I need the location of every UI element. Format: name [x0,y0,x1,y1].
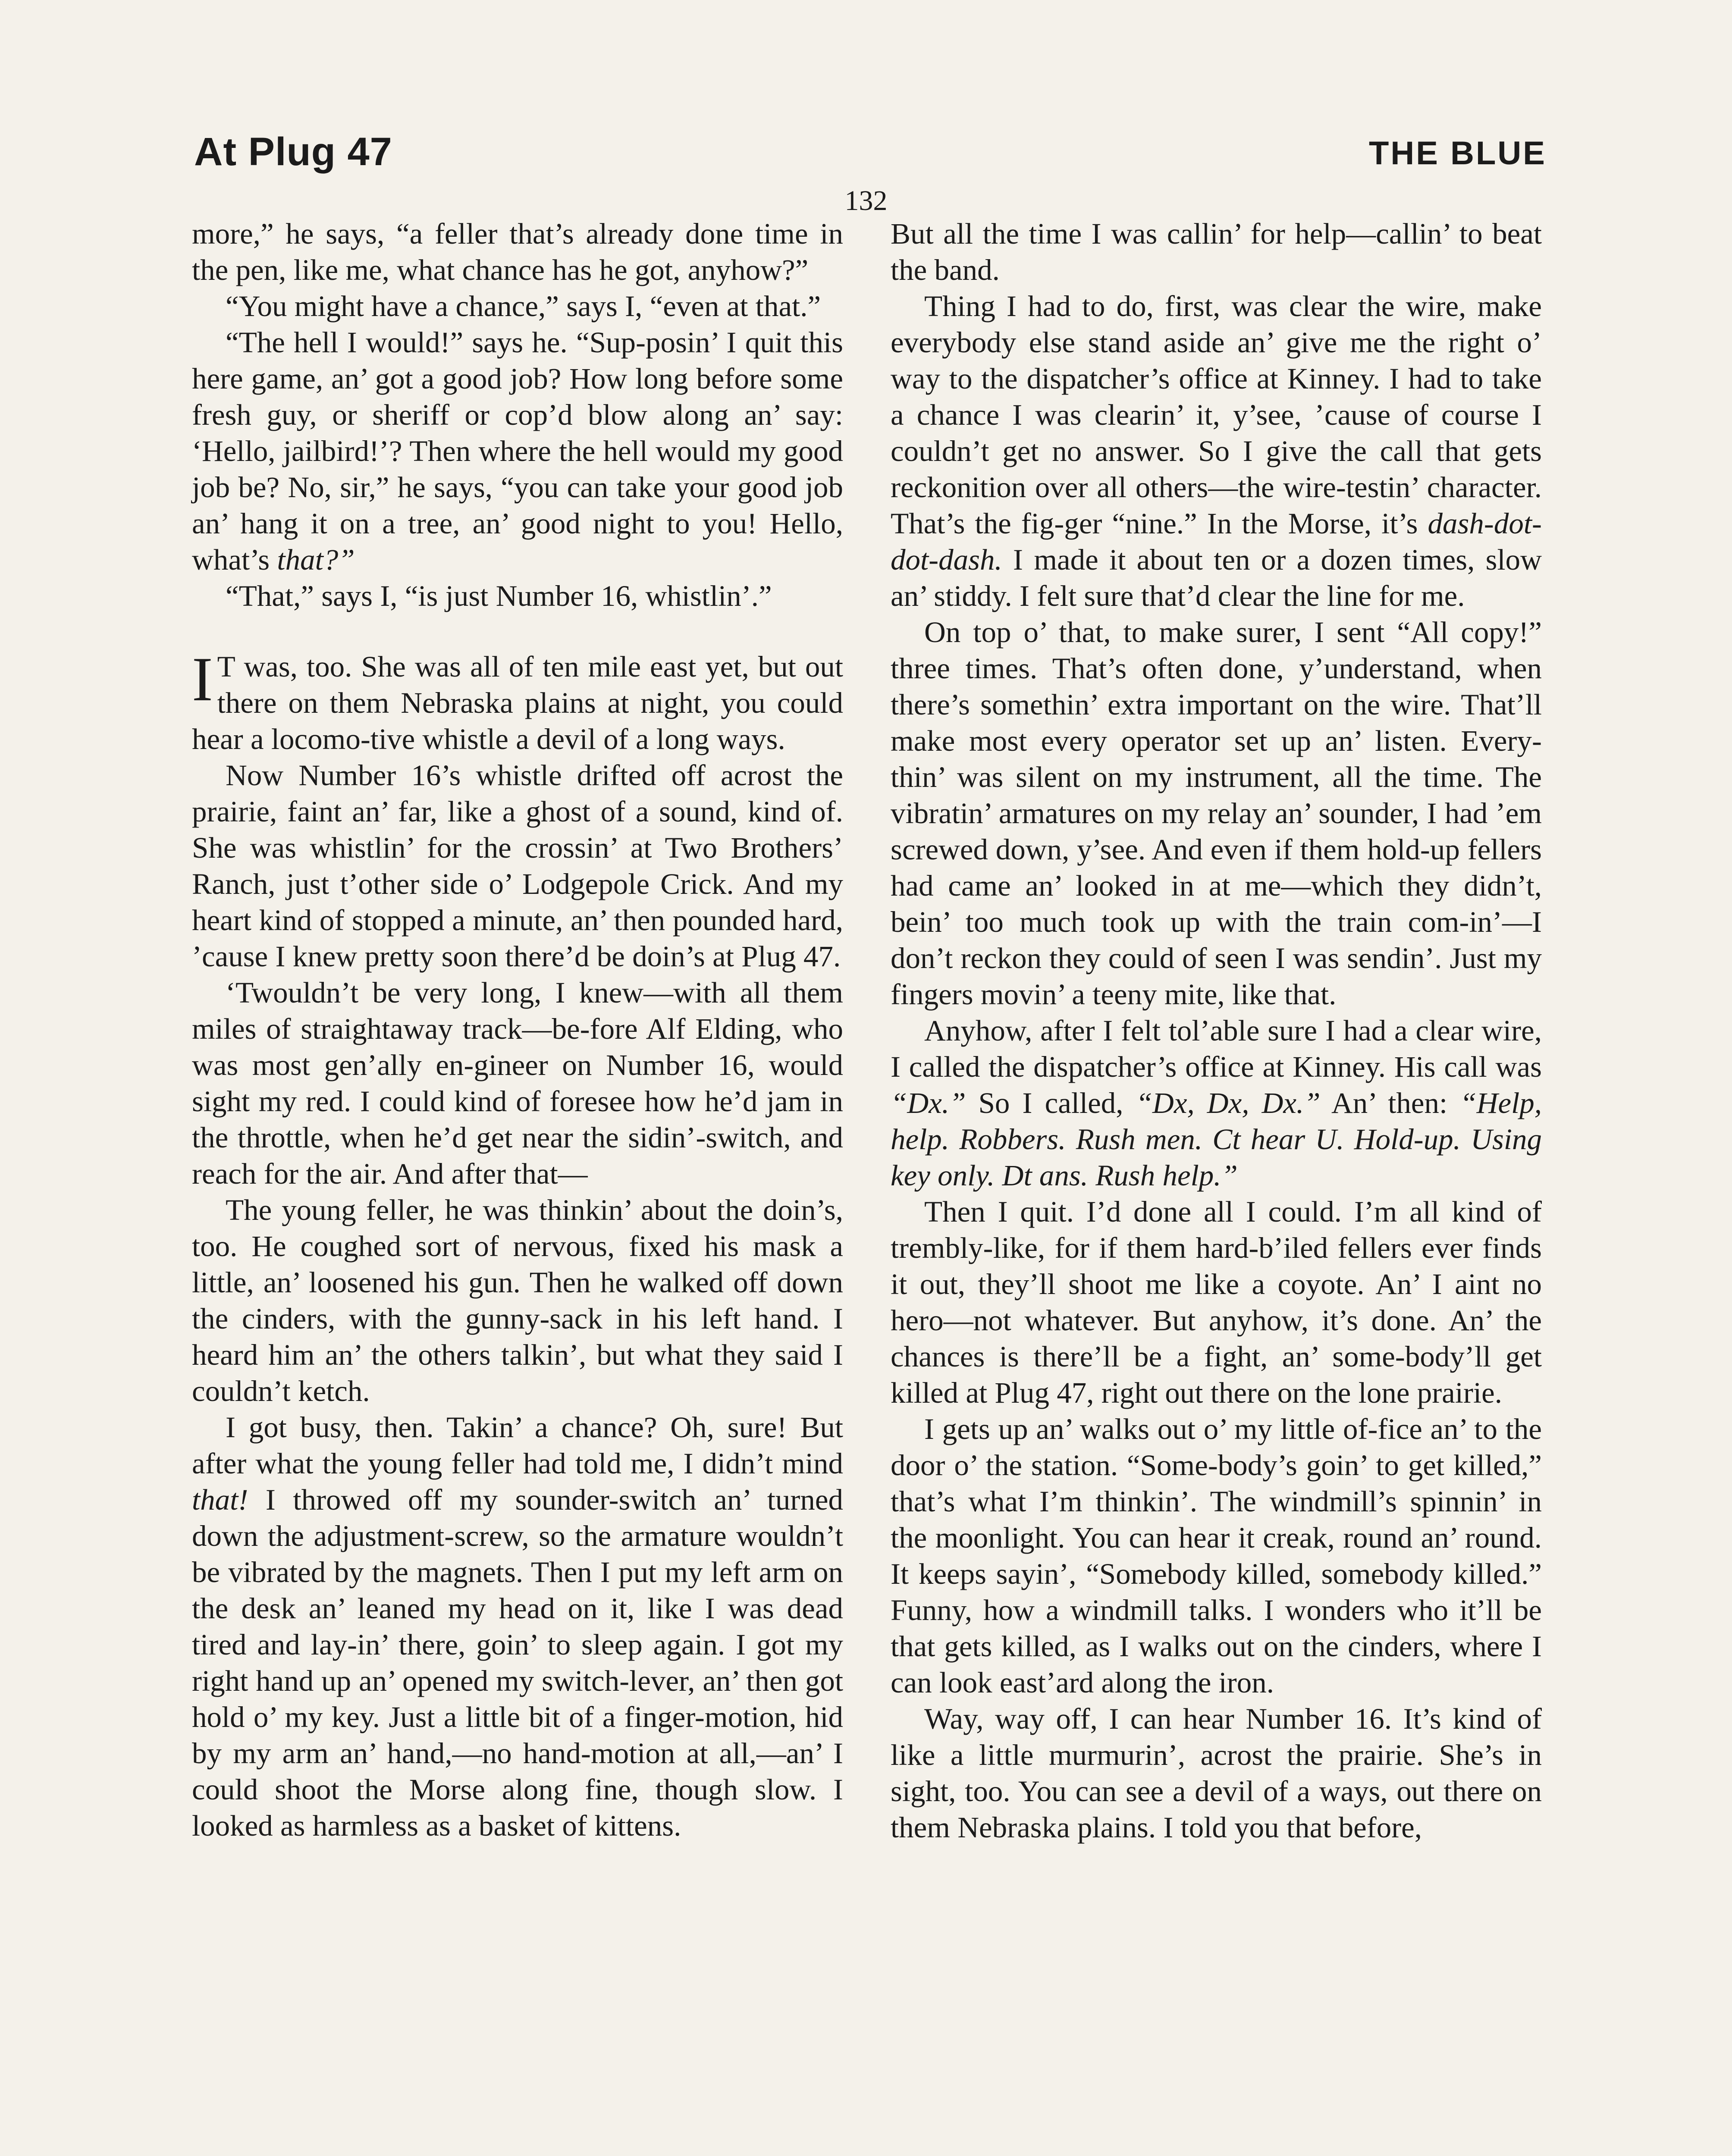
paragraph [891,216,1542,288]
section-start-paragraph [192,644,843,757]
paragraph-text: I gets up an’ walks out o’ my little of-fice an’ to the door o’ the station. “Some-body’s goin’ to get killed,” that’s what I’m thinkin’. The windmill’s spinnin’ in the moonlight. You can hear it creak, round an’ round. It keeps sayin’, “Somebody killed, somebody killed.” Funny, how a windmill talks. I wonders who it’ll be that gets killed, as I walks out on the cinders, where I can look east’ard along the iron. [891,1413,1542,1699]
italic-text: that! [192,1483,248,1516]
paragraph-text: “The hell I would!” says he. “Sup-posin’ I quit this here game, an’ got a good job? How long before some fresh guy, or sheriff or cop’d blow along an’ say: ‘Hello, jailbird!’? Then where the hell would my good job be? No, sir,” he says, “you can take your good job an’ hang it on a tree, an’ good night to you! Hello, what’s [192,326,843,576]
paragraph [192,1409,843,1844]
italic-text: that?” [277,543,355,576]
paragraph-text: “That,” says I, “is just Number 16, whistlin’.” [226,580,772,612]
italic-text: “Dx.” [891,1087,966,1119]
paragraph [891,1194,1542,1411]
paragraph [891,288,1542,614]
paragraph [192,975,843,1192]
paragraph-text: Then I quit. I’d done all I could. I’m all kind of trembly-like, for if them hard-b’iled fellers ever finds it out, they’ll shoot me like a coyote. An’ I aint no hero—not whatever. But anyhow, it’s done. An’ the chances is there’ll be a fight, an’ some-body’ll get killed at Plug 47, right out there on the lone prairie. [891,1195,1542,1409]
paragraph-text: An’ then: [1331,1087,1448,1119]
drop-cap: I [192,644,213,714]
paragraph-text: So I called, [978,1087,1123,1119]
magazine-title-header: THE BLUE [1369,135,1547,172]
paragraph-text: “You might have a chance,” says I, “even at that.” [226,290,821,323]
paragraph [192,216,843,288]
paragraph-text: But all the time I was callin’ for help—callin’ to beat the band. [891,217,1542,286]
paragraph [891,614,1542,1012]
paragraph [891,1411,1542,1701]
paragraph-text: I made it about ten or a dozen times, slow an’ stiddy. I felt sure that’d clear the line for me. [891,543,1542,612]
paragraph-text: The young feller, he was thinkin’ about the doin’s, too. He coughed sort of nervous, fixed his mask a little, an’ loosened his gun. Then he walked off down the cinders, with the gunny-sack in his left hand. I heard him an’ the others talkin’, but what they said I couldn’t ketch. [192,1194,843,1407]
paragraph-text: T was, too. She was all of ten mile east yet, but out there on them Nebraska plains at night, you could hear a locomo-tive whistle a devil of a long ways. [192,650,843,755]
paragraph-text: Now Number 16’s whistle drifted off acrost the prairie, faint an’ far, like a ghost of a sound, kind of. She was whistlin’ for the crossin’ at Two Brothers’ Ranch, just t’other side o’ Lodgepole Crick. And my heart kind of stopped a minute, an’ then pounded hard, ’cause I knew pretty soon there’d be doin’s at Plug 47. [192,759,843,973]
italic-text: “Dx, Dx, Dx.” [1136,1087,1321,1119]
paragraph [192,1192,843,1409]
paragraph [192,288,843,324]
paragraph-text: I got busy, then. Takin’ a chance? Oh, sure! But after what the young feller had told me, I didn’t mind [192,1411,843,1480]
paragraph [192,757,843,975]
left-column [192,216,843,1844]
paragraph [891,1012,1542,1194]
paragraph-text: ‘Twouldn’t be very long, I knew—with all them miles of straightaway track—be-fore Alf Elding, who was most gen’ally en-gineer on Number 16, would sight my red. I could kind of foresee how he’d jam in the throttle, when he’d get near the sidin’-switch, and reach for the air. And after that— [192,976,843,1190]
paragraph-text: I throwed off my sounder-switch an’ turned down the adjustment-screw, so the armature wouldn’t be vibrated by the magnets. Then I put my left arm on the desk an’ leaned my head on it, like I was dead tired and lay-in’ there, goin’ to sleep again. I got my right hand up an’ opened my switch-lever, an’ then got hold o’ my key. Just a little bit of a finger-motion, hid by my arm an’ hand,—no hand-motion at all,—an’ I could shoot the Morse along fine, though slow. I looked as harmless as a basket of kittens. [192,1483,844,1842]
paragraph-text: Way, way off, I can hear Number 16. It’s kind of like a little murmurin’, acrost the prairie. She’s in sight, too. You can see a devil of a ways, out there on them Nebraska plains. I told you that before, [891,1702,1542,1844]
paragraph [192,578,843,614]
paragraph [891,1701,1542,1846]
right-column [891,216,1542,1846]
page-number: 132 [844,185,888,216]
paragraph [192,324,843,578]
paragraph-text: On top o’ that, to make surer, I sent “All copy!” three times. That’s often done, y’understand, when there’s somethin’ extra important on the wire. That’ll make most every operator set up an’ listen. Every-thin’ was silent on my instrument, all the time. The vibratin’ armatures on my relay an’ sounder, I had ’em screwed down, y’see. And even if them hold-up fellers had came an’ looked in at me—which they didn’t, bein’ too much took up with the train com-in’—I don’t reckon they could of seen I was sendin’. Just my fingers movin’ a teeny mite, like that. [891,616,1542,1011]
paragraph-text: Anyhow, after I felt tol’able sure I had a clear wire, I called the dispatcher’s office at Kinney. His call was [891,1014,1542,1083]
paragraph-text: more,” he says, “a feller that’s already done time in the pen, like me, what chance has he got, anyhow?” [192,217,843,286]
italic-text: dash-dot-dot-dash. [891,507,1542,576]
paragraph-text: Thing I had to do, first, was clear the wire, make everybody else stand aside an’ give me the right o’ way to the dispatcher’s office at Kinney. I had to take a chance I was clearin’ it, y’see, ’cause of course I couldn’t get no answer. So I give the call that gets reckonition over all others—the wire-testin’ character. That’s the fig-ger “nine.” In the Morse, it’s [891,290,1542,540]
italic-text: “Help, help. Robbers. Rush men. Ct hear U. Hold-up. Using key only. Dt ans. Rush help.” [891,1087,1542,1192]
story-title-header: At Plug 47 [194,130,392,174]
